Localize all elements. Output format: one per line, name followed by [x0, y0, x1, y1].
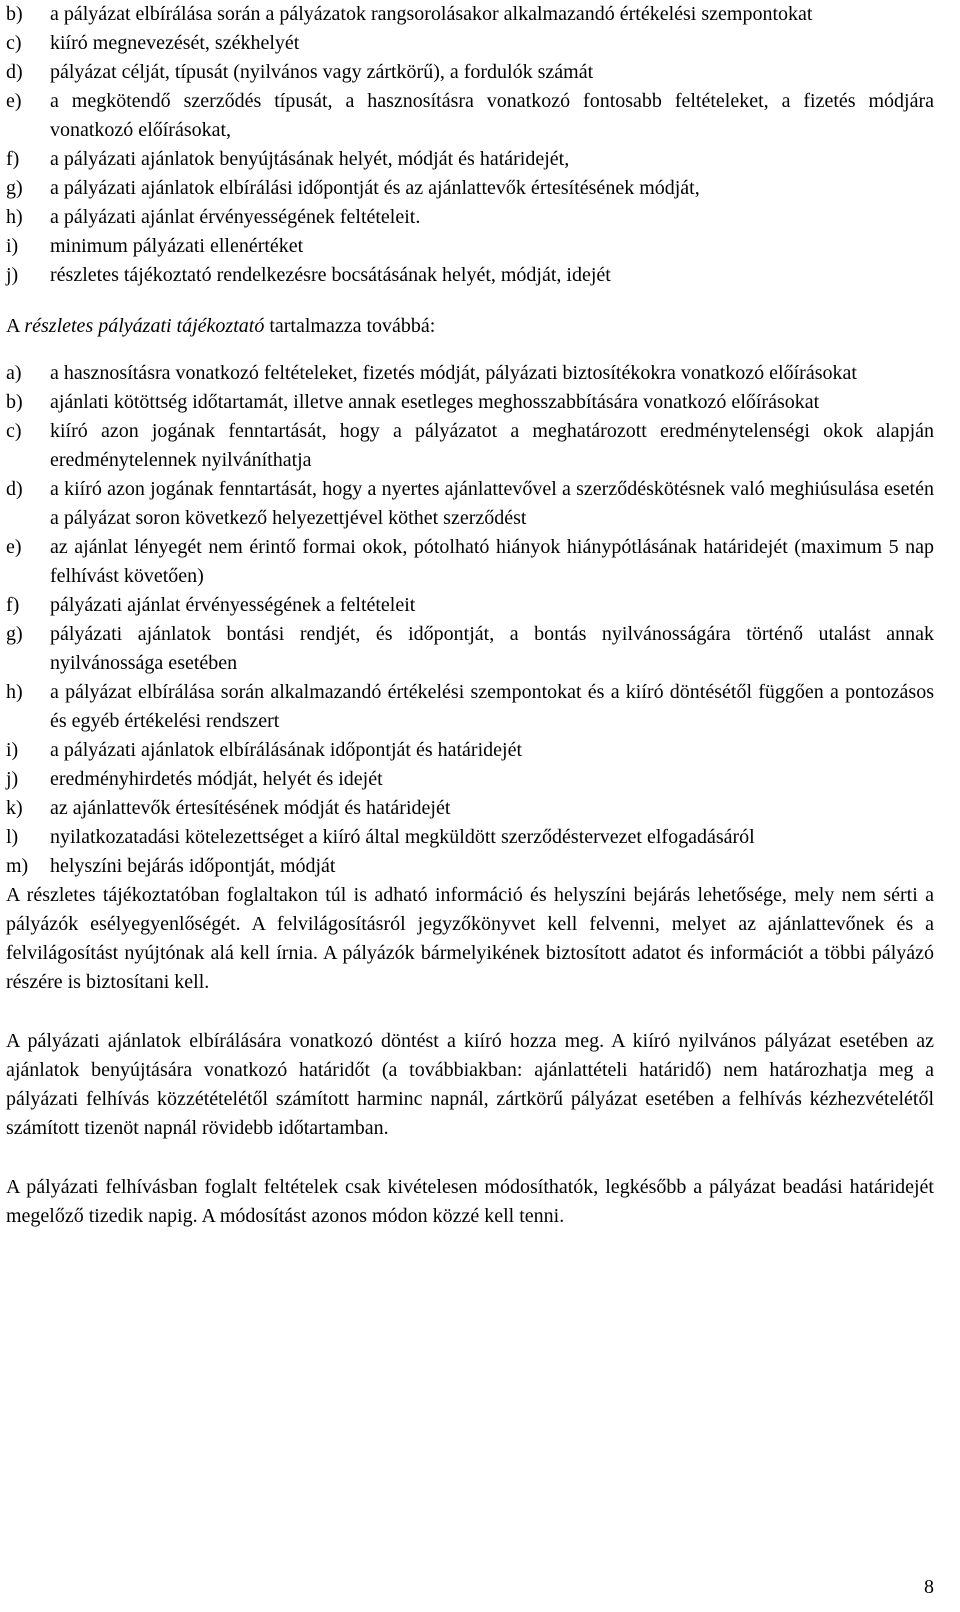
list-item-label: h): [6, 206, 23, 228]
paragraph: A részletes tájékoztatóban foglaltakon túl is adható információ és helyszíni bejárás lehetősége, mely nem sérti a pályázók esélyegyenlőségét. A felvilágosításról jegyzőkönyvet kell felvenni, melyet az ajánlattevőnek és a felvilágosítást nyújtónak alá kell írnia. A pályázók bármelyikének biztosított adatot és információt a többi pályázó részére is biztosítani kell.: [6, 884, 934, 993]
list-item: [6, 261, 934, 290]
list-item-text: minimum pályázati ellenértéket: [50, 235, 304, 257]
intro-before: A: [6, 315, 25, 337]
list-item-label: c): [6, 420, 22, 442]
list-item-text: az ajánlattevők értesítésének módját és határidejét: [50, 797, 451, 819]
list-item-label: a): [6, 362, 22, 384]
list-item: [6, 852, 934, 881]
list-item-label: c): [6, 32, 22, 54]
list-item-text: pályázati ajánlat érvényességének a feltételeit: [50, 594, 416, 616]
list-item-text: kiíró azon jogának fenntartását, hogy a pályázatot a meghatározott eredménytelenségi okok alapján eredménytelennek nyilváníthatja: [50, 420, 934, 471]
list-item: [6, 475, 934, 533]
list-item-text: a hasznosításra vonatkozó feltételeket, fizetés módját, pályázati biztosítékokra vonatkozó előírásokat: [50, 362, 857, 384]
section-intro: [6, 312, 934, 341]
list-item-label: e): [6, 536, 22, 558]
list-item: [6, 145, 934, 174]
list-item-label: b): [6, 3, 23, 25]
list-item-label: g): [6, 177, 23, 199]
list-item: [6, 232, 934, 261]
list-item: [6, 678, 934, 736]
list-item-label: m): [6, 855, 29, 877]
list-item-label: j): [6, 768, 19, 790]
list-item: [6, 359, 934, 388]
list-item-text: ajánlati kötöttség időtartamát, illetve annak esetleges meghosszabbítására vonatkozó előírásokat: [50, 391, 820, 413]
list-item-label: j): [6, 264, 19, 286]
list-item-label: b): [6, 391, 23, 413]
paragraph: A pályázati ajánlatok elbírálására vonatkozó döntést a kiíró hozza meg. A kiíró nyilvános pályázat esetében az ajánlatok benyújtására vonatkozó határidőt (a továbbiakban: ajánlattételi határidő) nem határozhatja meg a pályázati felhívás közzétételétől számított harminc napnál, zártkörű pályázat esetében a felhívás kézhezvételétől számított tizenöt napnál rövidebb időtartamban.: [6, 1030, 934, 1139]
list-item-label: g): [6, 623, 23, 645]
list-item: [6, 533, 934, 591]
list-item-text: a megkötendő szerződés típusát, a hasznosításra vonatkozó fontosabb feltételeket, a fizetés módjára vonatkozó előírásokat,: [50, 90, 934, 141]
list-item-text: helyszíni bejárás időpontját, módját: [50, 855, 336, 877]
list-item-text: részletes tájékoztató rendelkezésre bocsátásának helyét, módját, idejét: [50, 264, 611, 286]
list-item: [6, 203, 934, 232]
list-item-text: a pályázat elbírálása során a pályázatok rangsorolásakor alkalmazandó értékelési szempontokat: [50, 3, 813, 25]
list-item-text: a pályázati ajánlatok benyújtásának helyét, módját és határidejét,: [50, 148, 570, 170]
list-item: [6, 58, 934, 87]
list-item: [6, 823, 934, 852]
list-item-text: pályázati ajánlatok bontási rendjét, és időpontját, a bontás nyilvánosságára történő utalást annak nyilvánossága esetében: [50, 623, 934, 674]
list-item: [6, 29, 934, 58]
list-item-label: i): [6, 739, 19, 761]
intro-after: tartalmazza továbbá:: [264, 315, 436, 337]
list-item-label: e): [6, 90, 22, 112]
list-item: [6, 174, 934, 203]
list-item: [6, 417, 934, 475]
list-item-label: l): [6, 826, 19, 848]
list-item-text: az ajánlat lényegét nem érintő formai okok, pótolható hiányok hiánypótlásának határidejét (maximum 5 nap felhívást követően): [50, 536, 934, 587]
tajekoztato-list: [6, 359, 934, 881]
list-item-text: a pályázati ajánlatok elbírálásának időpontját és határidejét: [50, 739, 523, 761]
list-item: [6, 794, 934, 823]
list-item: [6, 765, 934, 794]
list-item-text: a kiíró azon jogának fenntartását, hogy a nyertes ajánlattevővel a szerződéskötésnek való meghiúsulása esetén a pályázat soron következő helyezettjével köthet szerződést: [50, 478, 934, 529]
list-item-text: pályázat célját, típusát (nyilvános vagy zártkörű), a fordulók számát: [50, 61, 594, 83]
list-item-text: kiíró megnevezését, székhelyét: [50, 32, 300, 54]
list-item: [6, 388, 934, 417]
list-item-label: f): [6, 148, 20, 170]
list-item: [6, 87, 934, 145]
criteria-list: [6, 0, 934, 290]
list-item-label: k): [6, 797, 23, 819]
list-item-label: d): [6, 61, 23, 83]
list-item-text: eredményhirdetés módját, helyét és idejét: [50, 768, 383, 790]
list-item-text: a pályázati ajánlatok elbírálási időpontját és az ajánlattevők értesítésének módját,: [50, 177, 700, 199]
page-number: 8: [924, 1576, 934, 1598]
list-item-text: nyilatkozatadási kötelezettséget a kiíró által megküldött szerződéstervezet elfogadásáról: [50, 826, 755, 848]
list-item-label: d): [6, 478, 23, 500]
paragraph: A pályázati felhívásban foglalt feltételek csak kivételesen módosíthatók, legkésőbb a pályázat beadási határidejét megelőző tizedik napig. A módosítást azonos módon közzé kell tenni.: [6, 1176, 934, 1227]
list-item: [6, 591, 934, 620]
list-item-label: i): [6, 235, 19, 257]
list-item-text: a pályázati ajánlat érvényességének feltételeit.: [50, 206, 421, 228]
intro-emphasis: részletes pályázati tájékoztató: [24, 315, 265, 337]
list-item-label: h): [6, 681, 23, 703]
document-page: [6, 0, 934, 1261]
list-item-label: f): [6, 594, 20, 616]
list-item: [6, 0, 934, 29]
list-item-text: a pályázat elbírálása során alkalmazandó értékelési szempontokat és a kiíró döntésétől függően a pontozásos és egyéb értékelési rendszert: [50, 681, 934, 732]
list-item: [6, 736, 934, 765]
list-item: [6, 620, 934, 678]
